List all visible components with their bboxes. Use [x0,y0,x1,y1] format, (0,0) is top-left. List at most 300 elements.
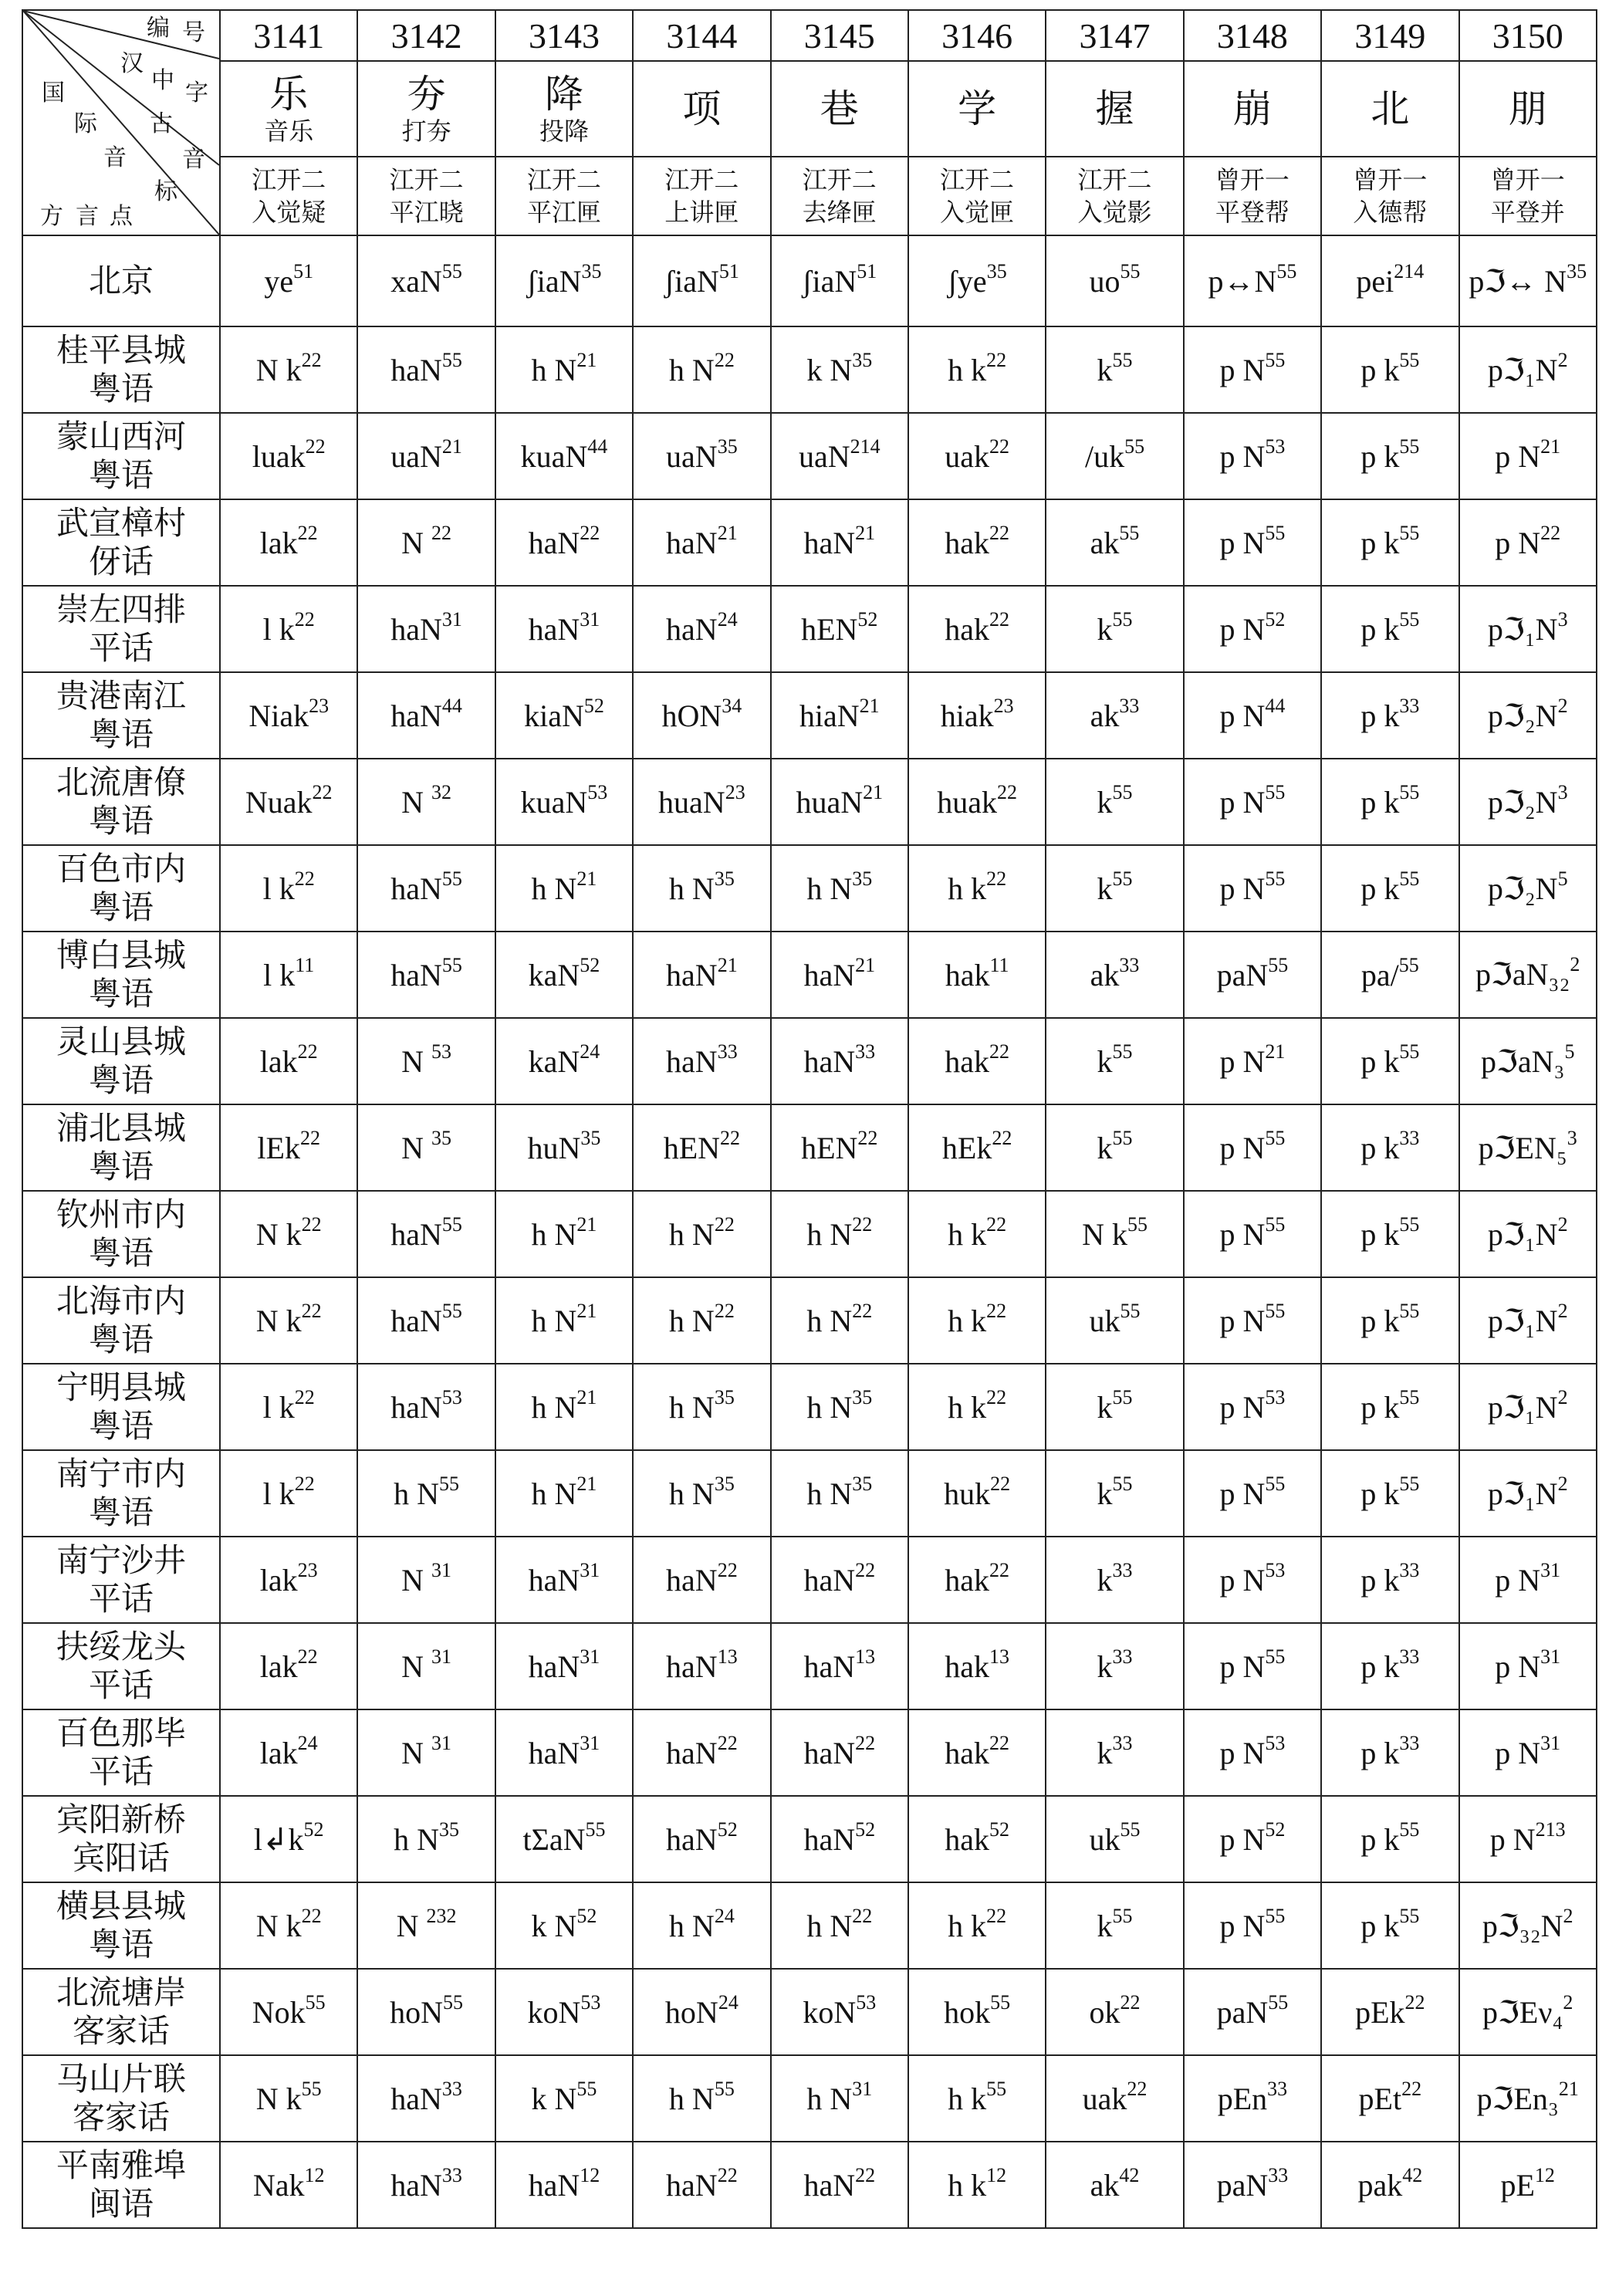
tone-number: 31 [580,1731,600,1754]
dialect-point [22,2055,220,2142]
tone-number: 214 [1394,259,1425,282]
transcription-base: haN [528,1735,580,1770]
tone-number: 21 [855,521,876,544]
tone-number: 21 [441,435,462,458]
transcription-base: k [1097,1043,1113,1079]
column-middle-chinese [633,157,770,235]
dialect-point [22,326,220,413]
tone-number: 55 [441,259,462,282]
dialect-point [22,1882,220,1969]
tone-number: 35 [852,1385,873,1408]
tone-number: 31 [852,2077,873,2100]
transcription-cell [1046,1277,1183,1364]
tone-number: 34 [722,694,742,717]
transcription-cell [495,586,633,672]
transcription-cell [1184,759,1321,845]
tone-number: 22 [986,348,1007,371]
transcription-cell [1321,1191,1458,1277]
transcription-cell [1184,413,1321,499]
transcription-base: p k [1360,525,1400,560]
transcription-cell [495,1450,633,1537]
transcription-base: k [1097,1908,1113,1943]
transcription-cell [1184,1709,1321,1796]
tone-number: 24 [297,1731,318,1754]
transcription-cell [220,1104,357,1191]
transcription-cell [220,2142,357,2228]
tone-number: 55 [714,2077,735,2100]
tone-number: 55 [986,2077,1007,2100]
transcription-cell [633,1796,770,1882]
dialect-point [22,1018,220,1104]
dialect-point-line: 粤语 [88,370,154,407]
dialect-point [22,1709,220,1796]
tone-number: 55 [1265,780,1286,803]
transcription-base: p k [1360,784,1400,820]
tone-number: 214 [850,435,880,458]
tone-number: 22 [989,607,1010,631]
transcription-cell [220,672,357,759]
transcription-base: ak [1090,957,1120,992]
column-character-cell [1321,61,1458,157]
tone-number: 2 [1557,1299,1568,1322]
table-row [22,759,1597,845]
transcription-base: haN [803,1821,856,1857]
transcription-base: haN [803,525,856,560]
tone-number: 35 [717,435,738,458]
table-row [22,1450,1597,1537]
transcription-cell [1046,845,1183,932]
middle-chinese-line: 上讲匣 [664,198,739,227]
tone-number: 55 [1120,1299,1141,1322]
transcription-base: haN [666,1735,718,1770]
middle-chinese-line: 入德帮 [1353,198,1428,227]
transcription-cell [1184,235,1321,326]
tone-number: 11 [295,953,315,976]
transcription-base: k [1097,1130,1113,1165]
transcription-cell [495,1191,633,1277]
tone-number: 33 [1267,2077,1288,2100]
dialect-point [22,1537,220,1623]
tone-number: 2 [1557,694,1568,717]
tone-number: 24 [717,607,738,631]
transcription-base: p N [1219,1562,1266,1598]
table-row [22,2142,1597,2228]
transcription-cell [1321,1796,1458,1882]
tone-number: 21 [576,1299,597,1322]
transcription-base: N [401,525,432,560]
transcription-cell [633,932,770,1018]
tone-number: 55 [990,1990,1011,2014]
transcription-cell [1459,1709,1597,1796]
transcription-cell [220,932,357,1018]
column-number: 3147 [1046,10,1183,61]
table-row [22,1277,1597,1364]
transcription-cell [908,413,1046,499]
transcription-base: huaN [658,784,725,820]
transcription-cell [1321,1277,1458,1364]
middle-chinese-line: 入觉疑 [252,198,326,227]
table-row [22,1537,1597,1623]
dialect-point-line: 崇左四排 [56,590,186,628]
tone-number: 22 [989,1731,1010,1754]
transcription-cell [1459,2142,1597,2228]
middle-chinese-line: 江开二 [389,165,464,194]
transcription-cell [633,2142,770,2228]
transcription-base: haN [803,957,856,992]
transcription-base: k [1097,611,1113,647]
table-row [22,499,1597,586]
transcription-base: p N [1219,1130,1266,1165]
transcription-cell [1321,1364,1458,1450]
tone-number: 21 [717,521,738,544]
dialect-point-line: 粤语 [88,802,154,840]
transcription-cell [220,2055,357,2142]
transcription-base: haN [666,2167,718,2203]
tone-number: 22 [989,435,1010,458]
transcription-base: h N [394,1821,440,1857]
transcription-cell [220,326,357,413]
column-character-cell [771,61,908,157]
column-example-word: 音乐 [264,117,314,146]
column-number: 3148 [1184,10,1321,61]
transcription-base: p N [1219,784,1266,820]
middle-chinese-line: 入觉匣 [940,198,1015,227]
transcription-cell [1321,845,1458,932]
tone-number: 55 [1112,348,1133,371]
transcription-base: p k [1360,438,1400,474]
transcription-base: haN [528,2167,580,2203]
transcription-base: pEn [1217,2081,1268,2116]
corner-cell [22,10,220,235]
dialect-point-line: 宾阳话 [72,1839,170,1877]
tone-number: 22 [997,780,1018,803]
transcription-base: ʃiaN [802,263,857,299]
transcription-cell [1321,1623,1458,1709]
column-middle-chinese [908,157,1046,235]
transcription-cell [495,326,633,413]
transcription-base: N [401,1043,432,1079]
transcription-base: pℑ↔ N [1469,263,1567,299]
tone-number: 55 [585,1818,606,1841]
transcription-base: pei [1356,263,1394,299]
transcription-base: pℑ₁N [1487,1216,1558,1252]
tone-number: 55 [1112,1385,1133,1408]
transcription-cell [1046,1104,1183,1191]
transcription-cell [1184,1277,1321,1364]
middle-chinese-line: 江开二 [1077,165,1152,194]
transcription-base: hak [945,1562,990,1598]
transcription-cell [1321,1882,1458,1969]
tone-number: 12 [1534,2163,1555,2186]
tone-number: 22 [297,1645,318,1668]
tone-number: 55 [1112,1126,1133,1149]
column-character: 崩 [1232,86,1272,131]
transcription-cell [908,326,1046,413]
transcription-cell [1321,1537,1458,1623]
transcription-cell [908,759,1046,845]
middle-chinese-line: 江开二 [802,165,877,194]
transcription-base: h N [668,1216,715,1252]
dialect-point-line: 北京 [88,262,154,299]
transcription-base: p k [1360,1216,1400,1252]
dialect-point-line: 伢话 [88,543,154,580]
middle-chinese-line: 平江晓 [389,198,464,227]
tone-number: 22 [1401,2077,1422,2100]
tone-number: 33 [1399,694,1420,717]
transcription-base: lak [259,1043,298,1079]
tone-number: 33 [1119,953,1140,976]
column-middle-chinese [220,157,357,235]
transcription-base: hak [945,1648,990,1684]
tone-number: 55 [301,2077,322,2100]
transcription-cell [771,2142,908,2228]
tone-number: 2 [1557,1212,1568,1236]
tone-number: 44 [441,694,462,717]
tone-number: 53 [1265,435,1286,458]
corner-label: 号 [182,19,205,46]
column-middle-chinese [495,157,633,235]
middle-chinese-line: 平登帮 [1215,198,1289,227]
transcription-cell [1321,1450,1458,1537]
tone-number: 2 [1557,1385,1568,1408]
transcription-base: p↔N [1208,263,1277,299]
transcription-cell [1046,326,1183,413]
tone-number: 35 [852,867,873,890]
tone-number: 55 [439,1472,460,1495]
tone-number: 55 [1120,1818,1141,1841]
transcription-base: k [1097,1648,1113,1684]
transcription-base: uak [945,438,990,474]
transcription-cell [1184,326,1321,413]
corner-label: 编 [147,15,170,42]
middle-chinese-line: 曾开一 [1353,165,1428,194]
transcription-base: k [1097,784,1113,820]
transcription-cell [1459,1623,1597,1709]
tone-number: 35 [852,348,873,371]
transcription-base: k [1097,1389,1113,1425]
transcription-cell [495,759,633,845]
transcription-cell [1046,1796,1183,1882]
transcription-cell [220,413,357,499]
transcription-base: haN [390,352,442,387]
transcription-base: k N [531,2081,577,2116]
transcription-base: paN [1216,2167,1269,2203]
transcription-base: p k [1360,1303,1400,1338]
dialect-point [22,1104,220,1191]
transcription-base: p N [1219,1476,1266,1511]
tone-number: 22 [1540,521,1561,544]
transcription-base: h k [948,1216,987,1252]
tone-number: 55 [441,348,462,371]
dialect-point-line: 平话 [88,1666,154,1704]
tone-number: 55 [1124,435,1145,458]
transcription-cell [1184,932,1321,1018]
transcription-base: huN [527,1130,581,1165]
tone-number: 2 [1563,1904,1573,1927]
transcription-cell [908,845,1046,932]
tone-number: 31 [431,1558,452,1581]
transcription-cell [220,1450,357,1537]
transcription-base: pℑEN₅ [1478,1130,1567,1165]
tone-number: 31 [441,607,462,631]
transcription-base: h N [531,1216,577,1252]
tone-number: 22 [294,1385,315,1408]
transcription-cell [633,1364,770,1450]
transcription-base: N [401,784,432,820]
dialect-point-line: 粤语 [88,715,154,753]
tone-number: 53 [1265,1731,1286,1754]
dialect-point-line: 平南雅埠 [56,2146,186,2184]
tone-number: 55 [576,2077,597,2100]
transcription-base: p N [1219,525,1266,560]
tone-number: 21 [855,953,876,976]
transcription-base: N k [255,1908,302,1943]
transcription-cell [357,326,495,413]
transcription-base: l k [262,1389,295,1425]
dialect-point-line: 南宁沙井 [56,1541,186,1579]
transcription-base: p k [1360,352,1400,387]
transcription-base: pℑ₁N [1487,352,1558,387]
dialect-point-line: 浦北县城 [56,1109,186,1147]
table-row [22,1191,1597,1277]
transcription-cell [1184,2142,1321,2228]
transcription-base: p N [1219,1648,1266,1684]
transcription-cell [771,1969,908,2055]
transcription-base: ʃiaN [526,263,582,299]
tone-number: 55 [1399,1904,1420,1927]
transcription-cell [220,1796,357,1882]
transcription-cell [771,759,908,845]
transcription-cell [220,845,357,932]
transcription-base: N k [255,2081,302,2116]
transcription-cell [633,1450,770,1537]
tone-number: 55 [1265,1126,1286,1149]
tone-number: 35 [714,1385,735,1408]
transcription-cell [1046,1882,1183,1969]
transcription-cell [771,499,908,586]
transcription-base: l k [262,871,295,906]
transcription-cell [495,1537,633,1623]
transcription-cell [220,1277,357,1364]
tone-number: 52 [989,1818,1010,1841]
transcription-base: uo [1089,263,1120,299]
transcription-cell [495,1364,633,1450]
transcription-cell [1046,2055,1183,2142]
tone-number: 22 [1127,2077,1147,2100]
tone-number: 31 [431,1645,452,1668]
column-character: 巷 [820,86,859,131]
transcription-cell [1459,1537,1597,1623]
transcription-base: N [401,1562,432,1598]
dialect-point-line: 百色那毕 [56,1714,186,1752]
transcription-cell [1184,1364,1321,1450]
tone-number: 13 [855,1645,876,1668]
transcription-base: k [1097,1735,1113,1770]
transcription-base: haN [666,1821,718,1857]
tone-number: 13 [717,1645,738,1668]
dialect-point [22,1364,220,1450]
transcription-cell [1321,1018,1458,1104]
transcription-cell [357,2055,495,2142]
transcription-base: xaN [390,263,442,299]
tone-number: 22 [1120,1990,1141,2014]
transcription-base: tΣaN [522,1821,586,1857]
transcription-base: paN [1216,957,1269,992]
dialect-point-line: 粤语 [88,1926,154,1963]
transcription-cell [908,932,1046,1018]
transcription-cell [1321,499,1458,586]
transcription-cell [1184,1882,1321,1969]
transcription-base: k [1097,1562,1113,1598]
transcription-base: p N [1219,1389,1266,1425]
dialect-point-line: 北海市内 [56,1282,186,1320]
table-row [22,672,1597,759]
tone-number: 55 [441,953,462,976]
dialect-point-line: 粤语 [88,1493,154,1531]
column-number: 3145 [771,10,908,61]
tone-number: 44 [1265,694,1286,717]
dialect-point-line: 粤语 [88,888,154,926]
transcription-cell [357,413,495,499]
transcription-base: h N [668,1303,715,1338]
transcription-base: p N [1219,1043,1266,1079]
transcription-cell [1046,2142,1183,2228]
transcription-cell [1321,1709,1458,1796]
middle-chinese-line: 入觉影 [1077,198,1152,227]
transcription-base: hok [944,1994,991,2030]
tone-number: 21 [1540,435,1561,458]
middle-chinese-line: 江开二 [940,165,1015,194]
tone-number: 53 [431,1040,452,1063]
transcription-base: haN [666,957,718,992]
transcription-cell [1321,413,1458,499]
dialect-point [22,672,220,759]
transcription-cell [357,759,495,845]
middle-chinese-line: 去绛匣 [802,198,877,227]
transcription-base: haN [666,1043,718,1079]
tone-number: 55 [441,1299,462,1322]
tone-number: 31 [580,1645,600,1668]
transcription-base: pℑEn₃ [1476,2081,1559,2116]
transcription-base: N k [255,1303,302,1338]
transcription-base: p N [1495,1562,1541,1598]
transcription-cell [1321,1104,1458,1191]
column-middle-chinese [1184,157,1321,235]
transcription-cell [1459,1018,1597,1104]
transcription-base: pℑaN₃ [1480,1043,1565,1079]
tone-number: 22 [294,1472,315,1495]
transcription-base: p N [1219,1216,1266,1252]
column-character: 降 [544,72,583,117]
dialect-point-line: 南宁市内 [56,1455,186,1493]
dialect-point [22,235,220,326]
tone-number: 53 [441,1385,462,1408]
tone-number: 55 [1399,1818,1420,1841]
transcription-cell [220,499,357,586]
transcription-cell [357,2142,495,2228]
transcription-base: haN [390,611,442,647]
transcription-cell [908,1709,1046,1796]
transcription-cell [1046,932,1183,1018]
tone-number: 55 [1112,867,1133,890]
transcription-base: haN [528,1648,580,1684]
header-row-middle-chinese [22,157,1597,235]
transcription-cell [633,1882,770,1969]
transcription-base: huk [944,1476,991,1511]
column-character: 学 [958,86,997,131]
transcription-cell [357,1709,495,1796]
tone-number: 35 [580,1126,601,1149]
